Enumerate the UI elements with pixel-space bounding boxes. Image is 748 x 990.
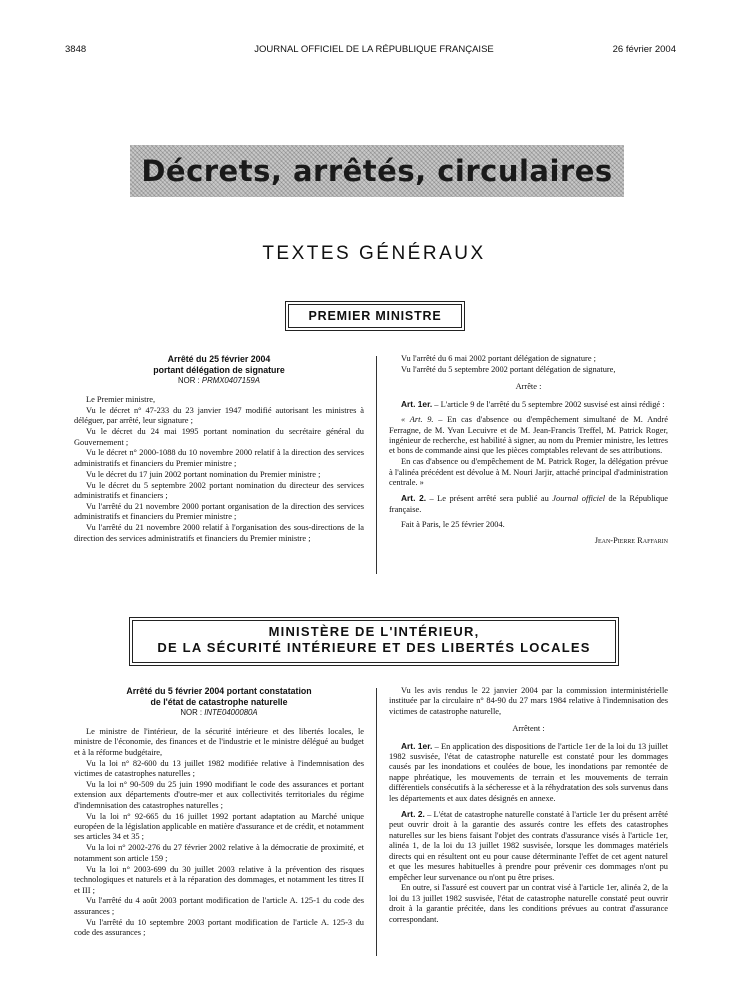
- visa: Vu la loi n° 90-509 du 25 juin 1990 modifiant le code des assurances et portant extension aux départements d'outre-mer et aux collectivités territoriales du régime d'indemnisation des catastrophes naturelles ;: [74, 779, 364, 810]
- mi-column-left: [74, 686, 364, 939]
- visa: Vu le décret n° 2000-1088 du 10 novembre 2000 relatif à la direction des services administratifs et financiers du Premier ministre ;: [74, 448, 364, 468]
- visa: Vu le décret du 17 juin 2002 portant nomination du Premier ministre ;: [86, 469, 321, 479]
- article-1: Art. 1er. – En application des dispositions de l'article 1er de la loi du 13 juillet 1982 susvisée, l'état de catastrophe naturelle est constaté pour les dommages causés par les inondations et coulées de boue, les inondations par remontée de nappe phréatique, les mouvements de terrain et les mouvements de terrain différentiels consécutifs à la sécheresse et à la réhydratation des sols survenus dans les départements et aux dates désignés en annexe.: [389, 740, 668, 803]
- nor-reference: NOR : PRMX0407159A: [178, 375, 260, 385]
- visa: Vu l'arrêté du 21 novembre 2000 portant organisation de la direction des services administratifs et financiers du Premier ministre ;: [74, 501, 364, 522]
- article-1: Art. 1er. – L'article 9 de l'arrêté du 5 septembre 2002 susvisé est ainsi rédigé :: [401, 398, 665, 409]
- visa: Vu l'arrêté du 21 novembre 2000 relatif à l'organisation des sous-directions de la direction des services administratifs et financiers du Premier ministre ;: [74, 523, 364, 543]
- visa: Vu l'arrêté du 4 août 2003 portant modification de l'article A. 125-1 du code des assurances ;: [74, 896, 364, 916]
- visa: Vu l'arrêté du 10 septembre 2003 portant modification de l'article A. 125-3 du code des assurances ;: [74, 917, 364, 938]
- ministere-heading-line1: MINISTÈRE DE L'INTÉRIEUR,: [268, 624, 480, 639]
- visa: Vu l'arrêté du 6 mai 2002 portant délégation de signature ;: [401, 354, 596, 363]
- pm-visas: [74, 395, 364, 544]
- decree-title: Arrêté du 25 février 2004: [167, 354, 271, 364]
- visa: Le ministre de l'intérieur, de la sécurité intérieure et des libertés locales, le ministre de l'économie, des finances et de l'industrie et le ministre délégué au budget et à la réforme budgétaire,: [74, 726, 364, 757]
- arrete-label: Arrête :: [515, 382, 542, 392]
- visa: Vu le décret n° 47-233 du 23 janvier 1947 modifié autorisant les ministres à déléguer, par arrêté, leur signature ;: [74, 405, 364, 426]
- arretent-label: Arrêtent :: [512, 724, 545, 734]
- ministere-heading: [132, 620, 616, 663]
- article-quote-2: En cas d'absence ou d'empêchement de M. Patrick Roger, la délégation prévue à l'alinéa précédent est dévolue à M. Nouri Jarjir, attaché principal d'administration centrale. »: [389, 457, 668, 488]
- column-divider: [376, 356, 377, 574]
- visa: Vu la loi n° 2002-276 du 27 février 2002 relative à la démocratie de proximité, et notamment son article 159 ;: [74, 843, 364, 863]
- article-2: Art. 2. – L'état de catastrophe naturelle constaté à l'article 1er du présent arrêté peut ouvrir droit à la garantie des assurés contre les effets des catastrophes naturelles sur les biens faisant l'objet des contrats d'assurance visés à l'article 1er, alinéa 1, de la loi du 13 juillet 1982 susvisée, lorsque les dommages matériels directs qui en résultent ont eu pour cause déterminante l'effet de cet agent naturel et que les mesures habituelles à prendre pour prévenir ces dommages n'ont pu empêcher leur survenance ou n'ont pu être prises.: [389, 809, 668, 882]
- premier-ministre-heading: PREMIER MINISTRE: [288, 304, 462, 328]
- section-title: TEXTES GÉNÉRAUX: [262, 243, 486, 264]
- fait-a-paris: Fait à Paris, le 25 février 2004.: [401, 520, 505, 530]
- mi-visas: [74, 727, 364, 939]
- visa: Vu les avis rendus le 22 janvier 2004 par la commission interministérielle instituée par la circulaire n° 84-90 du 27 mars 1984 relative à l'indemnisation des victimes de catastrophe naturelle,: [389, 686, 668, 716]
- decree-subtitle: portant délégation de signature: [153, 364, 285, 375]
- mi-column-right: [389, 686, 668, 926]
- visa: Vu l'arrêté du 5 septembre 2002 portant délégation de signature,: [401, 364, 616, 374]
- visa: Vu la loi n° 82-600 du 13 juillet 1982 modifiée relative à l'indemnisation des victimes de catastrophes naturelles ;: [74, 758, 364, 779]
- section-banner: [130, 145, 624, 197]
- pm-column-right: [389, 354, 668, 547]
- journal-title: JOURNAL OFFICIEL DE LA RÉPUBLIQUE FRANÇAISE: [254, 44, 494, 55]
- visa: Vu la loi n° 2003-699 du 30 juillet 2003 relative à la prévention des risques technologiques et naturels et à la réparation des dommages, et notamment les titres II et III ;: [74, 864, 364, 895]
- visa: Vu le décret du 5 septembre 2002 portant nomination du directeur des services administratifs et financiers ;: [74, 480, 364, 501]
- column-divider: [376, 688, 377, 956]
- nor-reference: NOR : INTE0400080A: [180, 707, 258, 717]
- article-2: Art. 2. – Le présent arrêté sera publié au Journal officiel de la République française.: [389, 493, 668, 514]
- ministere-heading-line2: DE LA SÉCURITÉ INTÉRIEURE ET DES LIBERTÉS LOCALES: [157, 640, 591, 655]
- decree-title: Arrêté du 5 février 2004 portant constatation: [126, 686, 312, 696]
- article-2-paragraph: En outre, si l'assuré est couvert par un contrat visé à l'article 1er, alinéa 2, de la loi du 13 juillet 1982 susvisée, l'état de catastrophe naturelle constaté peut ouvrir droit à la garantie précitée, dans les conditions prévues au contrat d'assurance correspondant.: [389, 883, 668, 924]
- article-quote: « Art. 9. – En cas d'absence ou d'empêchement simultané de M. André Ferragne, de M. Yvan Lecuivre et de M. Jean-Francis Treffel, M. Patrick Roger, ingénieur de recherche, est habilité à signer, au nom du Premier ministre, les lettres et bons de commande ainsi que les pièces comptables relevant de ses attributions.: [389, 415, 668, 456]
- page-number: 3848: [65, 44, 87, 55]
- decree-subtitle: de l'état de catastrophe naturelle: [150, 696, 288, 707]
- visa: Vu la loi n° 92-665 du 16 juillet 1992 portant adaptation au Marché unique européen de la législation applicable en matière d'assurance et de crédit, et notamment ses articles 34 et 35 ;: [74, 811, 364, 842]
- visa: Le Premier ministre,: [86, 394, 156, 404]
- pm-column-left: [74, 354, 364, 545]
- signature: Jean-Pierre Raffarin: [594, 535, 668, 545]
- visa: Vu le décret du 24 mai 1995 portant nomination du secrétaire général du Gouvernement ;: [74, 427, 364, 447]
- banner-title: Décrets, arrêtés, circulaires: [141, 154, 613, 188]
- issue-date: 26 février 2004: [612, 44, 676, 55]
